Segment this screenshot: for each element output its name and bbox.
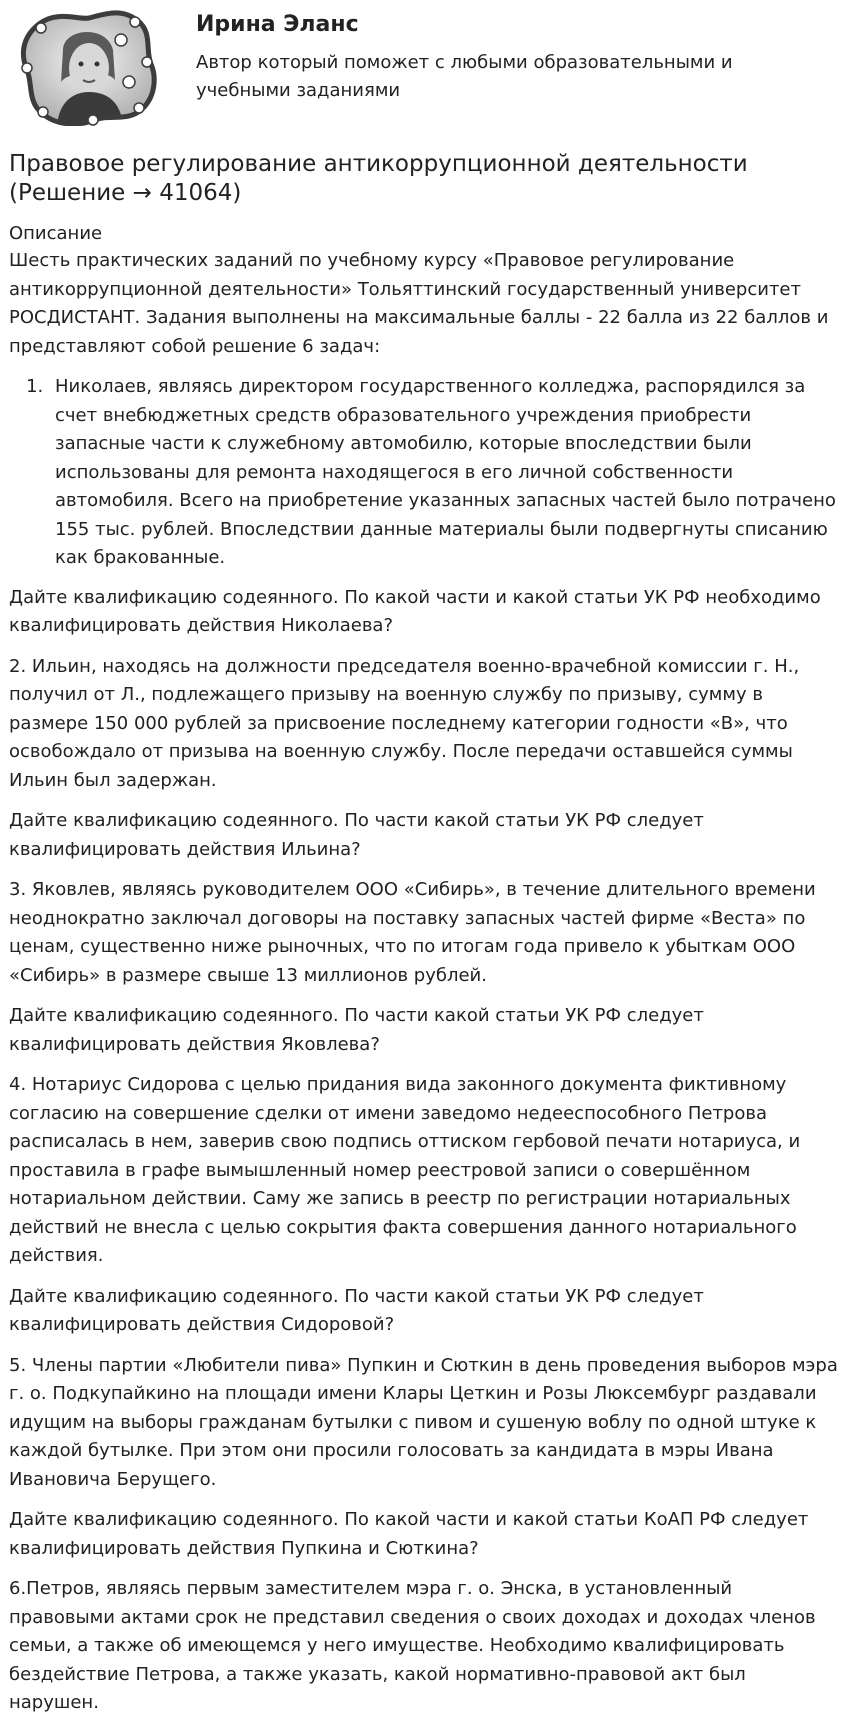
question-3: Дайте квалификацию содеянного. По части какой статьи УК РФ следует квалифицировать действия Яковлева? (9, 1005, 704, 1055)
author-avatar[interactable] (17, 10, 159, 126)
author-description: Автор который поможет с любыми образовательными и учебными заданиями (196, 52, 733, 101)
task-list (9, 373, 839, 573)
task-5: 5. Члены партии «Любители пива» Пупкин и Сюткин в день проведения выборов мэра г. о. Подкупайкино на площади имени Клары Цеткин и Розы Люксембург раздавали идущим на выборы гражданам бутылки с пивом и сушеную воблу по одной штуке к каждой бутылке. При этом они просили голосовать за кандидата в мэры Ивана Ивановича Берущего. (9, 1354, 838, 1490)
author-name[interactable]: Ирина Эланс (196, 12, 359, 37)
author-photo-icon (17, 10, 159, 126)
product-intro: Шесть практических заданий по учебному курсу «Правовое регулирование антикоррупционной деятельности» Тольяттинский государственный университет РОСДИСТАНТ. Задания выполнены на максимальные баллы - 22 балла из 22 баллов и представляют собой решение 6 задач: (9, 250, 829, 357)
task-4: 4. Нотариус Сидорова с целью придания вида законного документа фиктивному согласию на совершение сделки от имени заведомо недееспособного Петрова расписалась в нем, заверив свою подпись оттиском гербовой печати нотариуса, и проставила в графе вымышленный номер реестровой записи о совершённом нотариальном действии. Саму же запись в реестр по регистрации нотариальных действий не внесла с целью сокрытия факта совершения данного нотариального действия. (9, 1074, 801, 1266)
question-5: Дайте квалификацию содеянного. По какой части и какой статьи КоАП РФ следует квалифицировать действия Пупкина и Сюткина? (9, 1509, 809, 1559)
question-1: Дайте квалификацию содеянного. По какой части и какой статьи УК РФ необходимо квалифицировать действия Николаева? (9, 586, 821, 636)
task-6: 6.Петров, являясь первым заместителем мэра г. о. Энска, в установленный правовыми актами срок не представил сведения о своих доходах и доходах членов семьи, а также об имеющемся у него имуществе. Необходимо квалифицировать бездействие Петрова, а также указать, какой нормативно-правовой акт был нарушен. (9, 1578, 816, 1713)
task-item-1: 1. Николаев, являясь директором государственного колледжа, распорядился за счет внебюджетных средств образовательного учреждения приобрести запасные части к служебному автомобилю, которые впоследствии были использованы для ремонта находящегося в его личной собственности автомобиля. Всего на приобретение указанных запасных частей было потрачено 155 тыс. рублей. Впоследствии данные материалы были подвергнуты списанию как бракованные. (49, 373, 839, 573)
task-3: 3. Яковлев, являясь руководителем ООО «Сибирь», в течение длительного времени неоднократно заключал договоры на поставку запасных частей фирме «Веста» по ценам, существенно ниже рыночных, что по итогам года привело к убыткам ООО «Сибирь» в размере свыше 13 миллионов рублей. (9, 879, 816, 986)
question-4: Дайте квалификацию содеянного. По части какой статьи УК РФ следует квалифицировать действия Сидоровой? (9, 1285, 704, 1335)
description-label: Описание (9, 223, 103, 244)
author-card (9, 0, 839, 140)
product-title: Правовое регулирование антикоррупционной деятельности (Решение → 41064) (9, 151, 748, 206)
question-2: Дайте квалификацию содеянного. По части какой статьи УК РФ следует квалифицировать действия Ильина? (9, 810, 704, 860)
task-2: 2. Ильин, находясь на должности председателя военно-врачебной комиссии г. Н., получил от Л., подлежащего призыву на военную службу по призыву, сумму в размере 150 000 рублей за присвоение последнему категории годности «В», что освобождало от призыва на военную службу. После передачи оставшейся суммы Ильин был задержан. (9, 655, 800, 791)
